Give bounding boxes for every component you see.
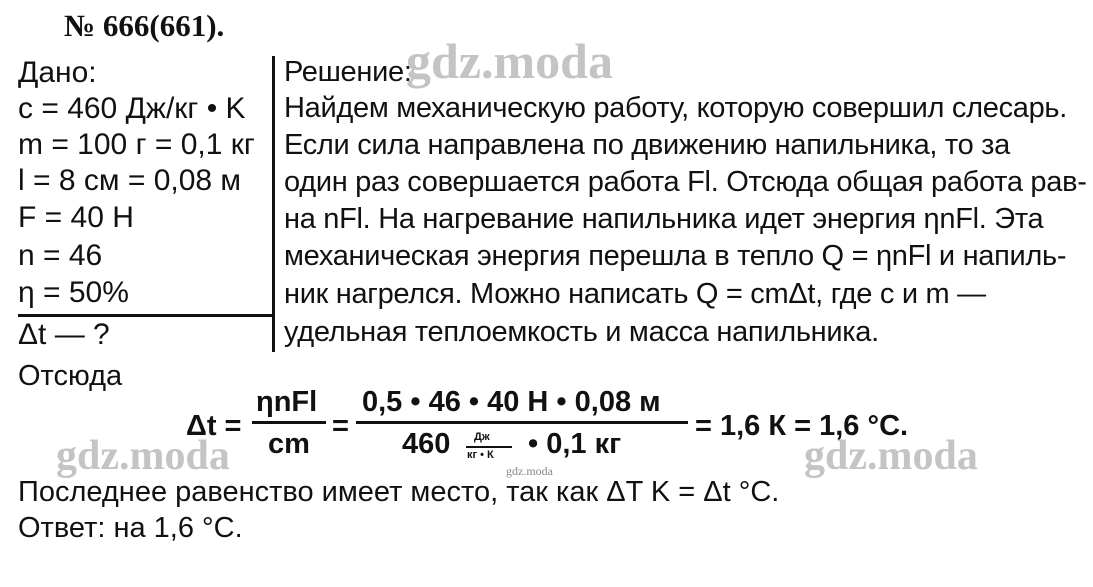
fraction1-numerator: ηnFl — [256, 386, 318, 418]
solution-line: один раз совершается работа Fl. Отсюда общая работа рав- — [284, 166, 1087, 198]
formula-equals: = — [332, 410, 349, 442]
fraction2-numerator: 0,5 • 46 • 40 Н • 0,08 м — [362, 386, 661, 418]
fraction2-denominator-value: 460 — [402, 428, 451, 460]
formula-result: = 1,6 К = 1,6 °С. — [695, 410, 909, 442]
given-divider — [18, 314, 274, 317]
fraction1-bar — [252, 421, 326, 424]
find-line: Δt — ? — [18, 318, 110, 351]
solution-line: на nFl. На нагревание напильника идет энергия ηnFl. Эта — [284, 203, 1044, 235]
unit-numerator: Дж — [474, 431, 490, 443]
watermark-left: gdz.moda — [56, 433, 230, 479]
watermark-right: gdz.moda — [804, 433, 978, 479]
given-line: l = 8 см = 0,08 м — [18, 164, 242, 197]
unit-denominator: кг • К — [467, 449, 494, 461]
solution-line: механическая энергия перешла в тепло Q = ηnFl и напиль- — [284, 240, 1067, 272]
given-line: η = 50% — [18, 276, 129, 309]
fraction1-denominator: cm — [268, 428, 310, 460]
problem-number: № 666(661). — [64, 8, 225, 43]
watermark-center: gdz.moda — [506, 464, 553, 478]
given-line: m = 100 г = 0,1 кг — [18, 128, 255, 161]
fraction2-denominator-mass: • 0,1 кг — [528, 428, 622, 460]
solution-line: ник нагрелся. Можно написать Q = cmΔt, где c и m — — [284, 278, 986, 310]
solution-line: удельная теплоемкость и масса напильника. — [284, 316, 879, 348]
solution-label: Решение: — [284, 56, 412, 88]
formula-lhs: Δt = — [186, 410, 242, 442]
given-separator — [272, 56, 275, 352]
given-label: Дано: — [18, 56, 97, 89]
given-line: n = 46 — [18, 239, 103, 272]
given-line: F = 40 Н — [18, 201, 134, 234]
unit-fraction-bar — [466, 446, 512, 448]
solution-line: Найдем механическую работу, которую совершил слесарь. — [284, 92, 1068, 124]
fraction2-bar — [356, 421, 688, 424]
solution-line: Если сила направлена по движению напильника, то за — [284, 129, 1010, 161]
remark-line: Последнее равенство имеет место, так как ΔT K = Δt °С. — [18, 476, 780, 508]
watermark-top: gdz.moda — [406, 33, 613, 89]
hence-label: Отсюда — [18, 360, 123, 392]
answer-line: Ответ: на 1,6 °С. — [18, 512, 243, 544]
given-line: c = 460 Дж/кг • K — [18, 92, 246, 125]
